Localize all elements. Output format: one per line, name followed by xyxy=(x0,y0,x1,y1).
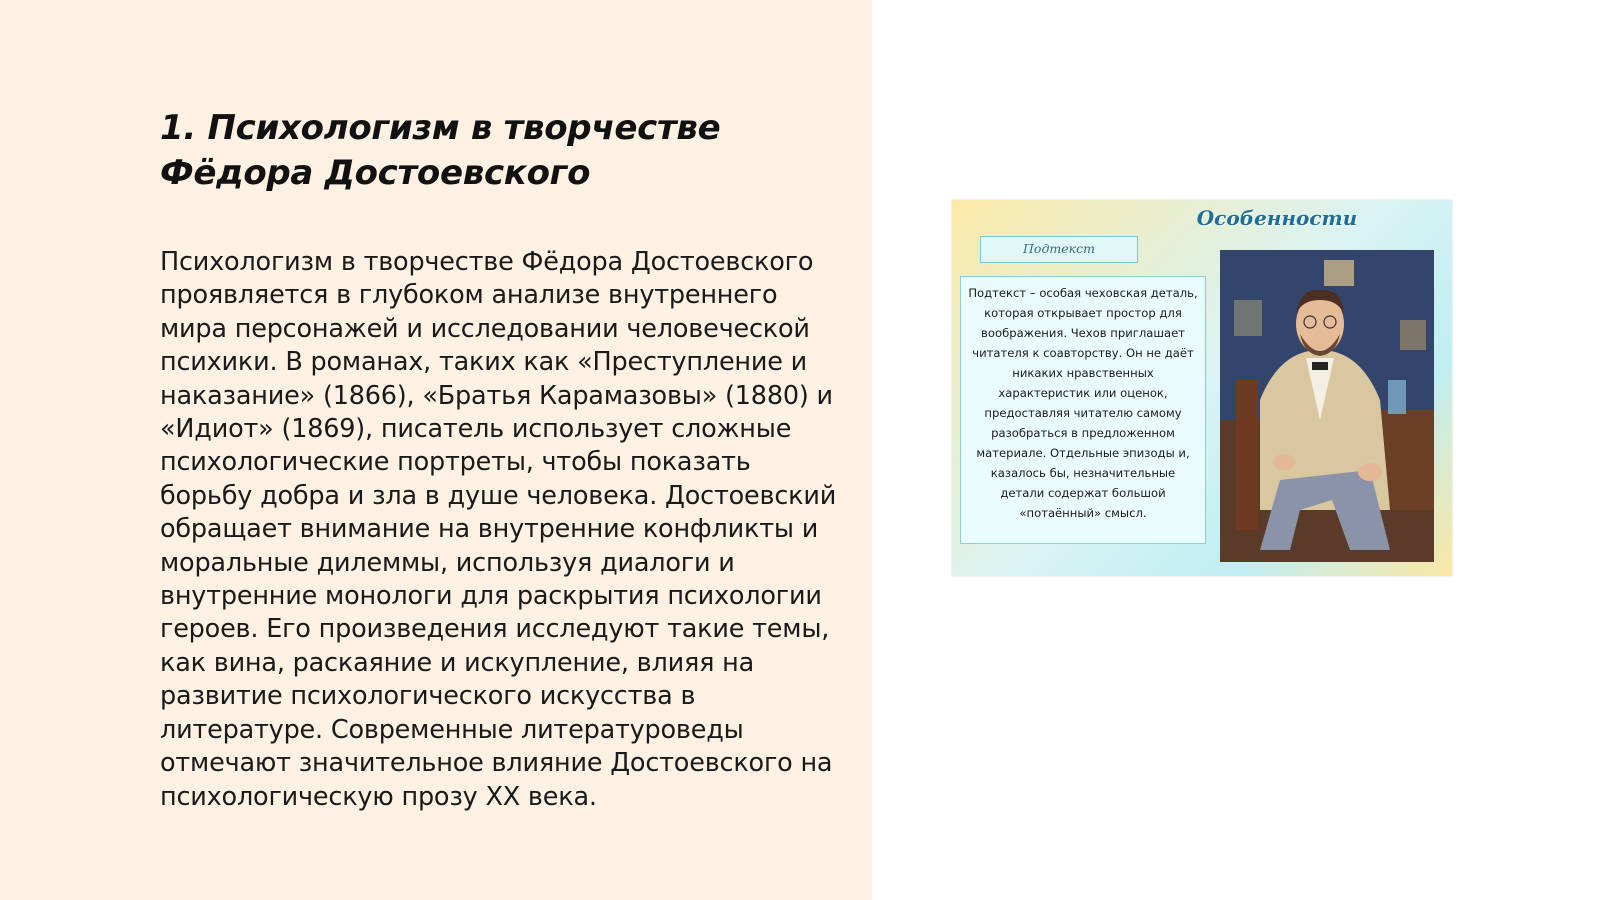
illustration-card xyxy=(952,200,1452,576)
seated-man-portrait-icon xyxy=(1220,250,1434,562)
card-title: Особенности xyxy=(1196,206,1358,230)
card-tag: Подтекст xyxy=(980,236,1138,263)
slide-title: 1. Психологизм в творчестве Фёдора Достоевского xyxy=(160,108,721,193)
card-text: Подтекст – особая чеховская деталь, которая открывает простор для воображения. Чехов приглашает читателя к соавторству. Он не даёт никаких нравственных характеристик или оценок, предоставляя читателю самому разобраться в предложенном материале. Отдельные эпизоды и, казалось бы, незначительные детали содержат большой «потаённый» смысл. xyxy=(960,276,1206,544)
slide-body-text: Психологизм в творчестве Фёдора Достоевского проявляется в глубоком анализе внутреннего мира персонажей и исследовании человеческой психики. В романах, таких как «Преступление и наказание» (1866), «Братья Карамазовы» (1880) и «Идиот» (1869), писатель использует сложные психологические портреты, чтобы показать борьбу добра и зла в душе человека. Достоевский обращает внимание на внутренние конфликты и моральные дилеммы, используя диалоги и внутренние монологи для раскрытия психологии героев. Его произведения исследуют такие темы, как вина, раскаяние и искупление, влияя на развитие психологического искусства в литературе. Современные литературоведы отмечают значительное влияние Достоевского на психологическую прозу XX века. xyxy=(160,247,837,812)
